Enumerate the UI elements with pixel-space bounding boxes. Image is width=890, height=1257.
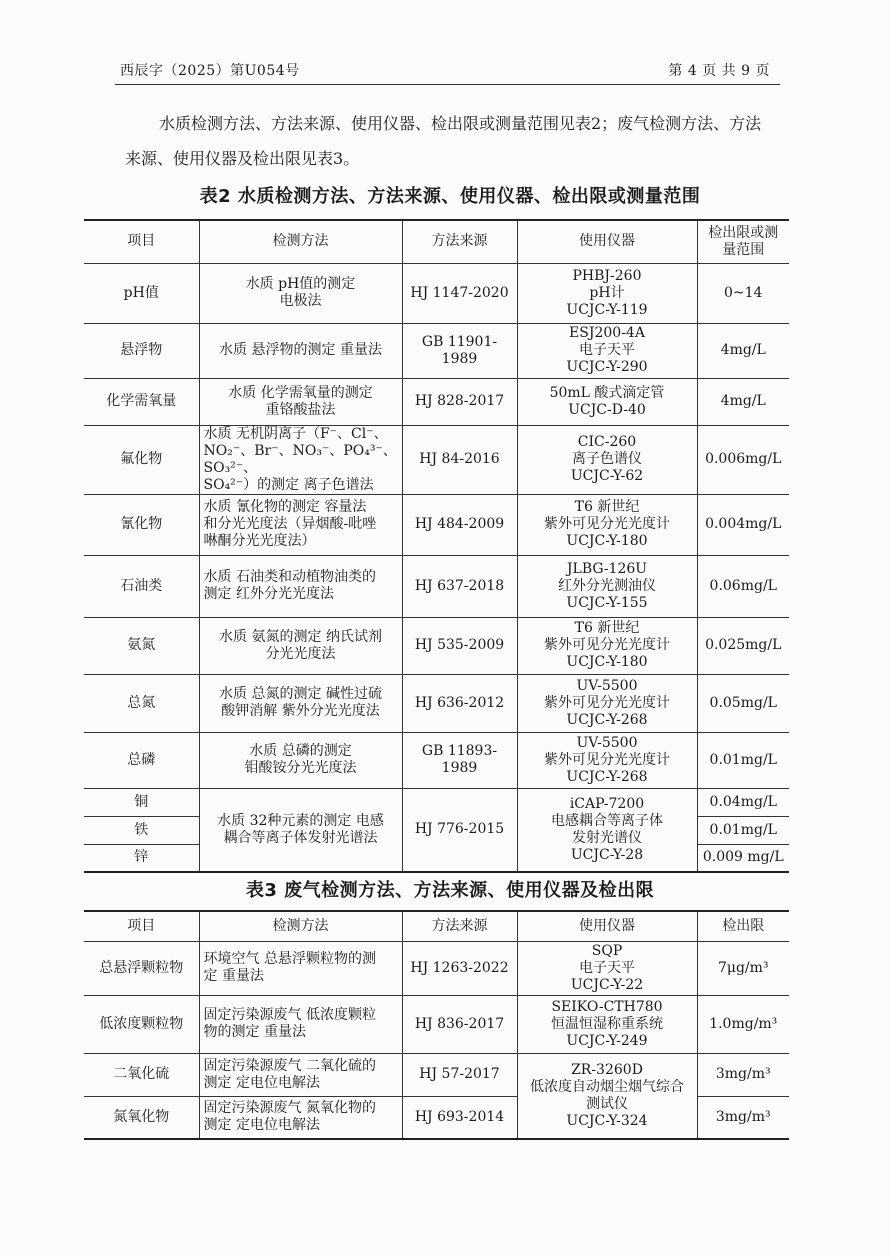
item-cell: 氟化物 <box>84 425 199 494</box>
header-limit: 检出限或测 量范围 <box>697 220 789 263</box>
source-cell: HJ 776-2015 <box>402 788 517 872</box>
instrument-cell: SEIKO-CTH780 恒温恒湿称重系统 UCJC-Y-249 <box>517 995 697 1053</box>
limit-cell: 0.009 mg/L <box>697 844 789 872</box>
method-cell: 水质 pH值的测定 电极法 <box>199 263 402 323</box>
table-row <box>84 732 789 788</box>
table-row <box>84 788 789 816</box>
source-cell: HJ 57-2017 <box>402 1053 517 1096</box>
limit-cell: 0.06mg/L <box>697 555 789 617</box>
table-row <box>84 378 789 425</box>
item-cell: 悬浮物 <box>84 323 199 378</box>
table-header-row <box>84 911 789 941</box>
limit-cell: 4mg/L <box>697 378 789 425</box>
intro-paragraph: 水质检测方法、方法来源、使用仪器、检出限或测量范围见表2；废气检测方法、方法来源、使用仪器及检出限见表3。 <box>125 114 762 168</box>
page-header <box>120 60 770 80</box>
limit-cell: 3mg/m³ <box>697 1096 789 1139</box>
source-cell: HJ 636-2012 <box>402 674 517 732</box>
header-source: 方法来源 <box>402 220 517 263</box>
instrument-cell: iCAP-7200 电感耦合等离子体 发射光谱仪 UCJC-Y-28 <box>517 788 697 872</box>
source-cell: HJ 637-2018 <box>402 555 517 617</box>
instrument-cell: UV-5500 紫外可见分光光度计 UCJC-Y-268 <box>517 674 697 732</box>
item-cell: 氮氧化物 <box>84 1096 199 1139</box>
limit-cell: 0.025mg/L <box>697 617 789 674</box>
instrument-cell: SQP 电子天平 UCJC-Y-22 <box>517 941 697 995</box>
header-method: 检测方法 <box>199 911 402 941</box>
item-cell: 铜 <box>84 788 199 816</box>
instrument-cell: PHBJ-260 pH计 UCJC-Y-119 <box>517 263 697 323</box>
table-row <box>84 555 789 617</box>
item-cell: 氨氮 <box>84 617 199 674</box>
item-cell: 低浓度颗粒物 <box>84 995 199 1053</box>
header-item: 项目 <box>84 911 199 941</box>
instrument-cell: T6 新世纪 紫外可见分光光度计 UCJC-Y-180 <box>517 494 697 555</box>
source-cell: HJ 693-2014 <box>402 1096 517 1139</box>
limit-cell: 3mg/m³ <box>697 1053 789 1096</box>
water-test-table <box>84 219 789 873</box>
limit-cell: 0.004mg/L <box>697 494 789 555</box>
item-cell: 总悬浮颗粒物 <box>84 941 199 995</box>
limit-cell: 0.04mg/L <box>697 788 789 816</box>
limit-cell: 7μg/m³ <box>697 941 789 995</box>
source-cell: HJ 828-2017 <box>402 378 517 425</box>
instrument-cell: 50mL 酸式滴定管 UCJC-D-40 <box>517 378 697 425</box>
method-cell: 固定污染源废气 二氧化硫的 测定 定电位电解法 <box>199 1053 402 1096</box>
table3-caption: 表3 废气检测方法、方法来源、使用仪器及检出限 <box>245 880 655 901</box>
instrument-cell: JLBG-126U 红外分光测油仪 UCJC-Y-155 <box>517 555 697 617</box>
table-row <box>84 674 789 732</box>
table2-caption: 表2 水质检测方法、方法来源、使用仪器、检出限或测量范围 <box>199 186 701 207</box>
exhaust-gas-test-table <box>84 910 789 1140</box>
method-cell: 环境空气 总悬浮颗粒物的测 定 重量法 <box>199 941 402 995</box>
method-cell: 水质 氨氮的测定 纳氏试剂 分光光度法 <box>199 617 402 674</box>
source-cell: GB 11893-1989 <box>402 732 517 788</box>
instrument-cell: T6 新世纪 紫外可见分光光度计 UCJC-Y-180 <box>517 617 697 674</box>
limit-cell: 4mg/L <box>697 323 789 378</box>
source-cell: GB 11901-1989 <box>402 323 517 378</box>
method-cell: 水质 无机阴离子（F⁻、Cl⁻、 NO₂⁻、Br⁻、NO₃⁻、PO₄³⁻、SO₃²⁻、 SO₄²⁻）的测定 离子色谱法 <box>199 425 402 494</box>
source-cell: HJ 535-2009 <box>402 617 517 674</box>
table-row <box>84 494 789 555</box>
item-cell: 锌 <box>84 844 199 872</box>
source-cell: HJ 84-2016 <box>402 425 517 494</box>
table-row <box>84 263 789 323</box>
limit-cell: 0.006mg/L <box>697 425 789 494</box>
limit-cell: 0.05mg/L <box>697 674 789 732</box>
method-cell: 水质 石油类和动植物油类的 测定 红外分光光度法 <box>199 555 402 617</box>
header-limit: 检出限 <box>697 911 789 941</box>
method-cell: 水质 悬浮物的测定 重量法 <box>199 323 402 378</box>
limit-cell: 0.01mg/L <box>697 816 789 844</box>
method-cell: 固定污染源废气 低浓度颗粒 物的测定 重量法 <box>199 995 402 1053</box>
source-cell: HJ 484-2009 <box>402 494 517 555</box>
header-divider <box>115 84 780 85</box>
item-cell: pH值 <box>84 263 199 323</box>
limit-cell: 0.01mg/L <box>697 732 789 788</box>
item-cell: 氰化物 <box>84 494 199 555</box>
method-cell: 固定污染源废气 氮氧化物的 测定 定电位电解法 <box>199 1096 402 1139</box>
source-cell: HJ 836-2017 <box>402 995 517 1053</box>
table-row <box>84 323 789 378</box>
item-cell: 化学需氧量 <box>84 378 199 425</box>
document-number: 西辰字（2025）第U054号 <box>120 63 300 79</box>
item-cell: 石油类 <box>84 555 199 617</box>
item-cell: 总氮 <box>84 674 199 732</box>
instrument-cell: UV-5500 紫外可见分光光度计 UCJC-Y-268 <box>517 732 697 788</box>
page-number: 第 4 页 共 9 页 <box>668 63 770 79</box>
method-cell: 水质 化学需氧量的测定 重铬酸盐法 <box>199 378 402 425</box>
table-row <box>84 1053 789 1096</box>
instrument-cell: CIC-260 离子色谱仪 UCJC-Y-62 <box>517 425 697 494</box>
header-source: 方法来源 <box>402 911 517 941</box>
instrument-cell: ESJ200-4A 电子天平 UCJC-Y-290 <box>517 323 697 378</box>
method-cell: 水质 32种元素的测定 电感 耦合等离子体发射光谱法 <box>199 788 402 872</box>
limit-cell: 1.0mg/m³ <box>697 995 789 1053</box>
source-cell: HJ 1263-2022 <box>402 941 517 995</box>
method-cell: 水质 氰化物的测定 容量法 和分光光度法（异烟酸-吡唑 啉酮分光光度法） <box>199 494 402 555</box>
method-cell: 水质 总氮的测定 碱性过硫 酸钾消解 紫外分光光度法 <box>199 674 402 732</box>
item-cell: 铁 <box>84 816 199 844</box>
table-row <box>84 425 789 494</box>
table-row <box>84 995 789 1053</box>
table-header-row <box>84 220 789 263</box>
table-row <box>84 941 789 995</box>
header-method: 检测方法 <box>199 220 402 263</box>
item-cell: 二氧化硫 <box>84 1053 199 1096</box>
header-instrument: 使用仪器 <box>517 220 697 263</box>
method-cell: 水质 总磷的测定 钼酸铵分光光度法 <box>199 732 402 788</box>
source-cell: HJ 1147-2020 <box>402 263 517 323</box>
item-cell: 总磷 <box>84 732 199 788</box>
header-instrument: 使用仪器 <box>517 911 697 941</box>
limit-cell: 0~14 <box>697 263 789 323</box>
instrument-cell: ZR-3260D 低浓度自动烟尘烟气综合 测试仪 UCJC-Y-324 <box>517 1053 697 1139</box>
table-row <box>84 617 789 674</box>
header-item: 项目 <box>84 220 199 263</box>
